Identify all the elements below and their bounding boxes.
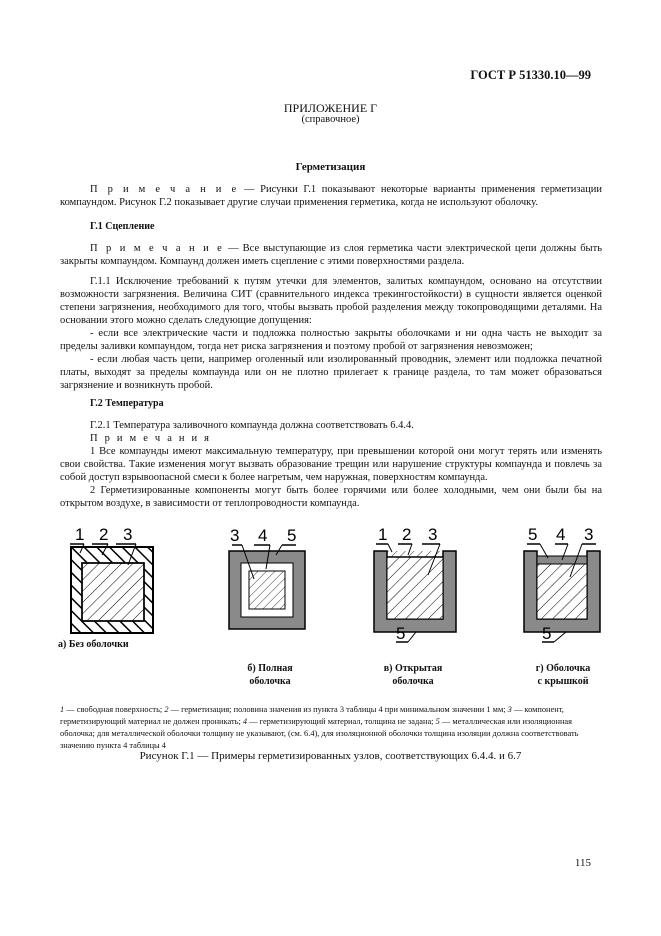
fig-c-label-1: 1 — [378, 525, 388, 544]
caption-b-line-2: оболочка — [249, 676, 291, 687]
g2-notes-label: П р и м е ч а н и я — [90, 433, 212, 444]
legend-4-text: — герметизирующий материал, толщина не задана; — [247, 717, 436, 726]
caption-d — [508, 662, 618, 688]
legend-3-num: 3 — [507, 705, 512, 714]
caption-c — [358, 662, 468, 688]
g2-body — [60, 419, 602, 510]
g1-paragraph-2: - если все электрические части и подложка полностью закрыты оболочками и ни одна часть не выходит за пределы заливки компаундом, тогда нет риска загрязнения и поэтому пробой от загрязнения невозможен; — [60, 328, 602, 352]
fig-a-label-2: 2 — [99, 525, 109, 544]
caption-d-line-2: с крышкой — [537, 676, 589, 687]
caption-b-line-1: б) Полная — [247, 663, 293, 674]
note-1-text: — Рисунки Г.1 показывают некоторые варианты применения герметизации компаундом. Рисунок Г.2 показывает другие случаи применения герметика, когда не используют оболочку. — [60, 184, 602, 208]
g1-note-label: П р и м е ч а н и е — [90, 243, 225, 254]
g2-note-2: 2 Герметизированные компоненты могут быть более горячими или более холодными, чем они были бы на открытом воздухе, в зависимости от теплопроводности компаунда. — [60, 485, 602, 509]
legend-4-num: 4 — [242, 717, 248, 726]
note-1 — [60, 183, 602, 209]
legend-2-text: — герметизация; половина значения из пункта 3 таблицы 4 при минимальном значении 1 мм; — [168, 705, 508, 714]
legend-1-text: — свободная поверхность; — [64, 705, 165, 714]
fig-c-label-5: 5 — [396, 624, 406, 643]
legend-1-num: 1 — [60, 705, 65, 714]
figure-a-diagram — [70, 525, 153, 633]
fig-b-label-5: 5 — [287, 526, 297, 545]
document-number: ГОСТ Р 51330.10—99 — [470, 68, 591, 82]
fig-c-label-3: 3 — [428, 525, 438, 544]
figure-legend — [60, 704, 602, 752]
g2-heading: Г.2 Температура — [90, 398, 164, 409]
caption-d-line-1: г) Оболочка — [535, 663, 591, 674]
fig-a-label-1: 1 — [75, 525, 85, 544]
page-number: 115 — [574, 857, 591, 869]
g1-heading: Г.1 Сцепление — [90, 221, 155, 232]
g1-body — [60, 242, 602, 392]
figure-caption: Рисунок Г.1 — Примеры герметизированных узлов, соответствующих 6.4.4. и 6.7 — [139, 750, 522, 762]
figure-c-diagram — [374, 525, 456, 643]
g2-note-1: 1 Все компаунды имеют максимальную температуру, при превышении которой они могут терять или изменять свои свойства. Такие изменения могут вызвать образование трещин или нарушение структуры компаунда и повлечь за собой доступ взрывоопасной смеси к более нагретым, чем наружная, поверхностям компаунда. — [60, 446, 602, 483]
fig-d-label-3: 3 — [584, 525, 594, 544]
figure-b-diagram — [229, 526, 305, 629]
fig-b-label-4: 4 — [258, 526, 268, 545]
note-1-label: П р и м е ч а н и е — [90, 184, 239, 195]
g1-paragraph-1: Г.1.1 Исключение требований к путям утечки для элементов, залитых компаундом, основано на отсутствии возможности загрязнения. Величина СИТ (сравнительного индекса трекингостойкости) в сущности является оценкой степени загрязнения, необходимого для того, чтобы вызвать пробой разделения между токопроводящими деталями. На основании этого можно сделать следующие допущения: — [60, 276, 602, 326]
appendix-subtitle: (справочное) — [301, 114, 360, 125]
legend-3-text: — компонент, герметизирующий материал не должен проникать; — [60, 705, 564, 726]
legend-2-num: 2 — [164, 705, 169, 714]
figure-d-diagram — [524, 525, 600, 643]
fig-b-label-3: 3 — [230, 526, 240, 545]
fig-c-label-2: 2 — [402, 525, 412, 544]
g1-note-text: — Все выступающие из слоя герметика части электрической цепи должны быть закрыты компаундом. Компаунд должен иметь сцепление с этими поверхностями раздела. — [60, 243, 602, 267]
fig-d-label-5: 5 — [528, 525, 538, 544]
g2-paragraph-1: Г.2.1 Температура заливочного компаунда должна соответствовать 6.4.4. — [90, 420, 414, 431]
caption-a: а) Без оболочки — [58, 639, 129, 650]
fig-d-label-4: 4 — [556, 525, 566, 544]
caption-c-line-1: в) Открытая — [383, 663, 443, 674]
caption-c-line-2: оболочка — [392, 676, 434, 687]
fig-d-label-5b: 5 — [542, 624, 552, 643]
section-title: Герметизация — [295, 161, 366, 173]
appendix-title: ПРИЛОЖЕНИЕ Г — [283, 101, 378, 115]
fig-a-label-3: 3 — [123, 525, 133, 544]
caption-b — [215, 662, 325, 688]
g1-paragraph-3: - если любая часть цепи, например оголенный или изолированный проводник, элемент или подложка печатной платы, выходят за пределы компаунда или он не плотно прилегает к границе раздела, то там может образоваться загрязнение и возникнуть пробой. — [60, 354, 602, 391]
legend-5-text: — металлическая или изоляционная оболочка; для металлической оболочки толщину не указывают, (см. 6.4), для изоляционной оболочки толщина изоляции должна соответствовать значению пункта 4 таблицы 4 — [60, 717, 579, 750]
legend-5-num: 5 — [435, 717, 440, 726]
